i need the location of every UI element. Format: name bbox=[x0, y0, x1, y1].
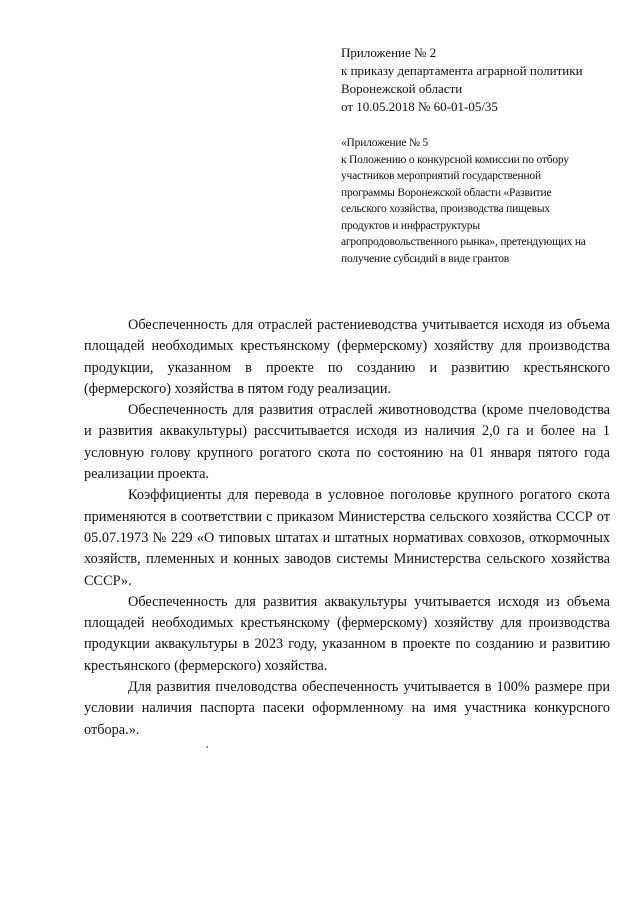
regulation-header-line: получение субсидий в виде грантов bbox=[341, 252, 510, 265]
appendix-header-line: Воронежской области bbox=[341, 81, 463, 96]
appendix-header bbox=[341, 44, 611, 116]
body-paragraph: Для развития пчеловодства обеспеченность учитывается в 100% размере при условии наличия паспорта пасеки оформленному на имя участника конкурсного отбора.». bbox=[84, 679, 610, 738]
regulation-header-line: участников мероприятий государственной bbox=[341, 170, 541, 182]
regulation-header-line: продуктов и инфраструктуры bbox=[341, 219, 480, 232]
appendix-header-line: Приложение № 2 bbox=[341, 45, 437, 60]
scan-speck bbox=[206, 746, 208, 748]
regulation-header-line: «Приложение № 5 bbox=[341, 137, 428, 149]
body-paragraph: Обеспеченность для развития аквакультуры учитывается исходя из объема площадей необходимых крестьянскому (фермерскому) хозяйству для производства продукции аквакультуры в 2023 году, указанном в проекте по созданию и развитию крестьянского (фермерского) хозяйства. bbox=[84, 593, 610, 674]
regulation-header-line: сельского хозяйства, производства пищевых bbox=[341, 203, 550, 215]
regulation-header bbox=[341, 135, 611, 267]
body-paragraph: Обеспеченность для развития отраслей животноводства (кроме пчеловодства и развития аквакультуры) рассчитывается исходя из наличия 2,0 га и более на 1 условную голову крупного рогатого скота по состоянию на 01 января пятого года реализации проекта. bbox=[84, 402, 610, 483]
body-paragraph: Обеспеченность для отраслей растениеводства учитывается исходя из объема площадей необходимых крестьянскому (фермерскому) хозяйству для производства продукции, указанном в проекте по созданию и развитию крестьянского (фермерского) хозяйства в пятом году реализации. bbox=[84, 317, 610, 397]
document-body bbox=[84, 315, 610, 741]
appendix-header-line: от 10.05.2018 № 60-01-05/35 bbox=[341, 99, 498, 114]
body-paragraph: Коэффициенты для перевода в условное поголовье крупного рогатого скота применяются в соответствии с приказом Министерства сельского хозяйства СССР от 05.07.1973 № 229 «О типовых штатах и штатных нормативах совхозов, откормочных хозяйств, племенных и конных заводов системы Министерства сельского хозяйства СССР». bbox=[84, 487, 610, 589]
regulation-header-line: агропродовольственного рынка», претендующих на bbox=[341, 236, 586, 248]
regulation-header-line: к Положению о конкурсной комиссии по отбору bbox=[341, 153, 569, 166]
appendix-header-line: к приказу департамента аграрной политики bbox=[341, 63, 583, 78]
regulation-header-line: программы Воронежской области «Развитие bbox=[341, 186, 552, 199]
